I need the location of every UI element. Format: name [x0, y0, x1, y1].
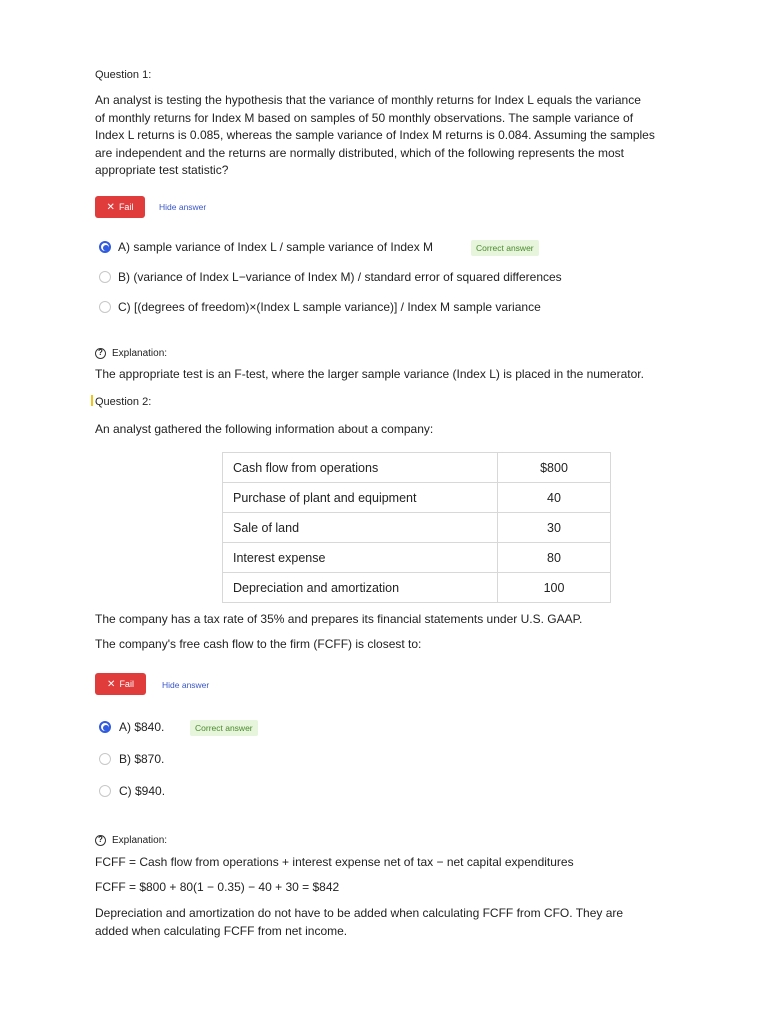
help-icon: ? — [95, 348, 106, 359]
hide-answer-link[interactable]: Hide answer — [159, 202, 207, 212]
option-a-radio[interactable] — [99, 241, 111, 253]
table-row — [223, 513, 611, 543]
table-cell-label: Sale of land — [223, 513, 498, 543]
question-2-prompt: The company's free cash flow to the firm (FCFF) is closest to: — [95, 637, 422, 651]
explanation-line-3a: Depreciation and amortization do not have to be added when calculating FCFF from CFO. They are — [95, 906, 624, 920]
option-b-radio[interactable] — [99, 753, 111, 765]
table-row — [223, 453, 611, 483]
option-a-label: A) $840. — [119, 720, 165, 734]
explanation-text: The appropriate test is an F-test, where the larger sample variance (Index L) is placed in the numerator. — [95, 367, 644, 381]
question-1-line: are independent and the returns are normally distributed, which of the following represents the most — [95, 145, 624, 160]
table-cell-value: 80 — [498, 543, 611, 573]
table-row — [223, 543, 611, 573]
question-1-line: An analyst is testing the hypothesis that the variance of monthly returns for Index L equals the variance — [95, 93, 641, 107]
correct-answer-badge: Correct answer — [471, 240, 539, 256]
option-b-radio[interactable] — [99, 271, 111, 283]
question-2-tax-text: The company has a tax rate of 35% and prepares its financial statements under U.S. GAAP. — [95, 612, 583, 626]
explanation-line-2: FCFF = $800 + 80(1 − 0.35) − 40 + 30 = $842 — [95, 880, 340, 894]
close-icon: ✕ — [107, 678, 116, 690]
option-a-label: A) sample variance of Index L / sample variance of Index M — [118, 240, 434, 254]
table-cell-label: Cash flow from operations — [223, 453, 498, 483]
help-icon: ? — [95, 835, 106, 846]
option-b-label: B) (variance of Index L−variance of Index M) / standard error of squared differences — [118, 270, 562, 284]
explanation-header — [95, 835, 167, 846]
question-1-line: Index L returns is 0.085, whereas the sample variance of Index M returns is 0.084. Assuming the samples — [95, 128, 655, 142]
question-1-line: of monthly returns for Index M based on samples of 50 monthly observations. The sample variance of — [95, 110, 634, 125]
option-c-label: C) $940. — [119, 784, 166, 798]
fail-button[interactable] — [95, 196, 145, 218]
correct-answer-badge: Correct answer — [190, 720, 258, 736]
option-c-radio[interactable] — [99, 785, 111, 797]
table-cell-value: $800 — [498, 453, 611, 483]
explanation-label: Explanation: — [112, 835, 168, 846]
table-row — [223, 573, 611, 603]
fail-label: Fail — [119, 679, 134, 689]
question-2-title: Question 2: — [95, 396, 152, 408]
question-1-line: appropriate test statistic? — [95, 163, 229, 177]
explanation-line-3b: added when calculating FCFF from net income. — [95, 923, 348, 938]
table-cell-label: Depreciation and amortization — [223, 573, 498, 603]
table-cell-value: 100 — [498, 573, 611, 603]
option-a-radio[interactable] — [99, 721, 111, 733]
explanation-header — [95, 348, 167, 359]
fail-button[interactable] — [95, 673, 146, 695]
question-2-intro: An analyst gathered the following information about a company: — [95, 422, 434, 436]
hide-answer-link[interactable]: Hide answer — [162, 680, 210, 690]
explanation-line-1: FCFF = Cash flow from operations + interest expense net of tax − net capital expenditures — [95, 855, 574, 869]
question-1-text — [95, 92, 715, 180]
fail-label: Fail — [118, 202, 134, 212]
close-icon: ✕ — [106, 201, 115, 213]
option-c-label: C) [(degrees of freedom)×(Index L sample variance)] / Index M sample variance — [118, 300, 541, 314]
option-c-radio[interactable] — [99, 301, 111, 313]
explanation-line-3 — [95, 905, 715, 940]
explanation-label: Explanation: — [112, 348, 168, 359]
table-cell-value: 40 — [498, 483, 611, 513]
highlight-marker — [91, 395, 93, 406]
question-1-title: Question 1: — [95, 69, 152, 81]
table-cell-value: 30 — [498, 513, 611, 543]
table-cell-label: Purchase of plant and equipment — [223, 483, 498, 513]
table-cell-label: Interest expense — [223, 543, 498, 573]
option-b-label: B) $870. — [119, 752, 165, 766]
financial-data-table — [222, 452, 611, 603]
table-row — [223, 483, 611, 513]
